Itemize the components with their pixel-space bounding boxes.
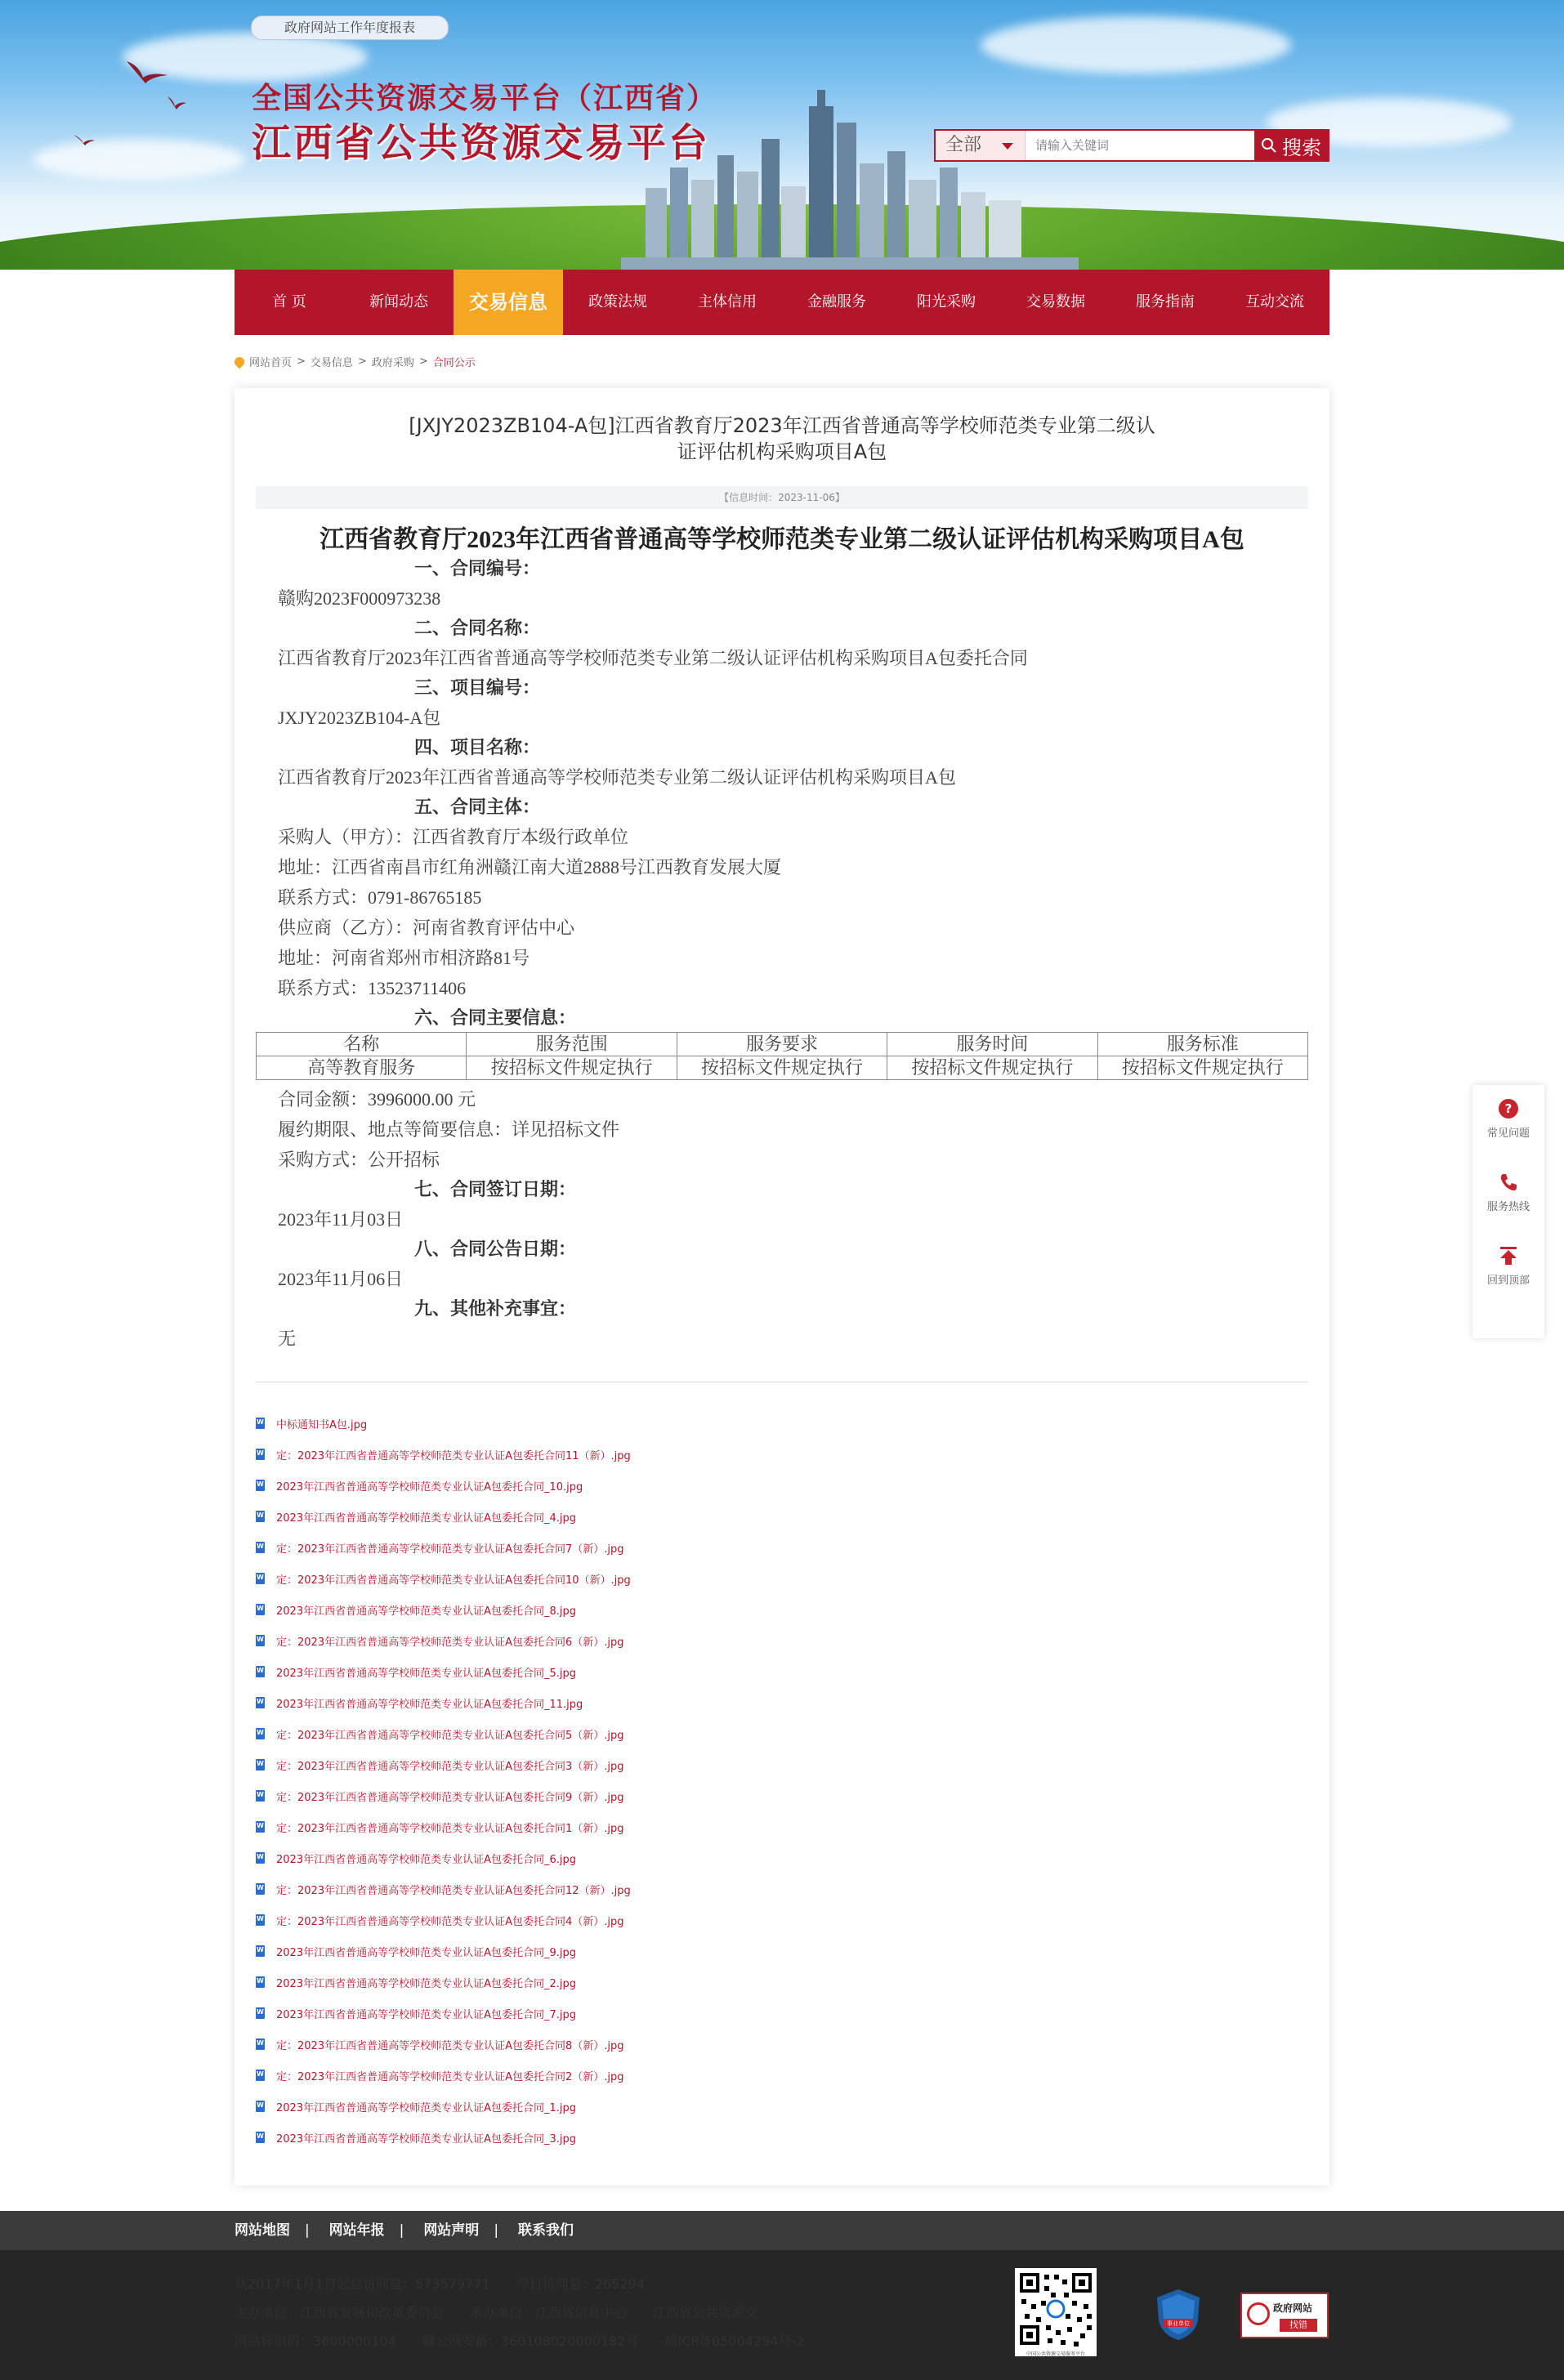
word-file-icon bbox=[256, 1759, 265, 1770]
attachment-link[interactable]: 2023年江西省普通高等学校师范类专业认证A包委托合同_4.jpg bbox=[276, 1512, 576, 1525]
gov-website-error-report-badge[interactable] bbox=[1240, 2293, 1329, 2338]
chevron-down-icon bbox=[1002, 143, 1013, 150]
supplier-info: 供应商（乙方）：河南省教育评估中心 bbox=[278, 918, 575, 938]
attachment-item[interactable] bbox=[256, 1439, 631, 1470]
buyer-info: 采购人（甲方）：江西省教育厅本级行政单位 bbox=[278, 827, 629, 847]
attachment-link[interactable]: 定：2023年江西省普通高等学校师范类专业认证A包委托合同6（新）.jpg bbox=[276, 1636, 624, 1649]
faq-label: 常见问题 bbox=[1486, 1127, 1530, 1140]
section-heading: 六、合同主要信息： bbox=[414, 1007, 577, 1028]
document-heading: 江西省教育厅2023年江西省普通高等学校师范类专业第二级认证评估机构采购项目A包 bbox=[320, 526, 1244, 553]
footer-link-sitemap[interactable]: 网站地图 bbox=[235, 2222, 290, 2239]
nav-item[interactable]: 政策法规 bbox=[588, 293, 647, 310]
attachment-item[interactable] bbox=[256, 1811, 631, 1842]
table-header-cell: 服务要求 bbox=[677, 1033, 887, 1056]
word-file-icon bbox=[256, 1821, 265, 1833]
table-header-row bbox=[257, 1033, 1308, 1056]
attachment-link[interactable]: 2023年江西省普通高等学校师范类专业认证A包委托合同_7.jpg bbox=[276, 2008, 576, 2021]
attachment-item[interactable] bbox=[256, 1904, 631, 1936]
word-file-icon bbox=[256, 1914, 265, 1926]
search-button-label: 搜索 bbox=[1282, 136, 1321, 159]
svg-text:?: ? bbox=[1504, 1101, 1513, 1116]
platform-title-provincial: 江西省公共资源交易平台 bbox=[252, 122, 711, 165]
faq-button[interactable] bbox=[1472, 1098, 1544, 1140]
attachment-link[interactable]: 2023年江西省普通高等学校师范类专业认证A包委托合同_5.jpg bbox=[276, 1667, 576, 1680]
nav-item[interactable]: 新闻动态 bbox=[369, 293, 428, 310]
supplier-address: 地址：河南省郑州市相济路81号 bbox=[278, 948, 530, 968]
site-id-text: 网站标识码：3600000104 赣公网安备：360108020000182号 赣ICP备05004294号-2 bbox=[235, 2333, 805, 2349]
attachment-link[interactable]: 2023年江西省普通高等学校师范类专业认证A包委托合同_2.jpg bbox=[276, 1977, 576, 1990]
word-file-icon bbox=[256, 2070, 265, 2081]
nav-item[interactable]: 金融服务 bbox=[807, 293, 866, 310]
attachment-item[interactable] bbox=[256, 1594, 631, 1625]
table-cell: 按招标文件规定执行 bbox=[887, 1056, 1097, 1080]
table-header-cell: 服务标准 bbox=[1097, 1033, 1307, 1056]
nav-item[interactable]: 主体信用 bbox=[698, 293, 757, 310]
other-matters: 无 bbox=[278, 1328, 297, 1349]
contract-amount: 合同金额：3996000.00 元 bbox=[278, 1089, 476, 1110]
article-card bbox=[235, 388, 1329, 2186]
badge-subtitle: 找错 bbox=[1280, 2319, 1317, 2332]
birds-illustration bbox=[65, 49, 229, 155]
attachment-item[interactable] bbox=[256, 2122, 631, 2153]
platform-title-national: 全国公共资源交易平台（江西省） bbox=[252, 82, 718, 114]
section-heading: 三、项目编号： bbox=[414, 677, 541, 698]
section-heading: 九、其他补充事宜： bbox=[414, 1298, 577, 1319]
attachment-item[interactable] bbox=[256, 1967, 631, 1998]
search-input[interactable] bbox=[1026, 131, 1254, 160]
attachment-link[interactable]: 2023年江西省普通高等学校师范类专业认证A包委托合同_6.jpg bbox=[276, 1853, 576, 1866]
attachment-link[interactable]: 中标通知书A包.jpg bbox=[276, 1418, 368, 1431]
table-cell: 高等教育服务 bbox=[257, 1056, 467, 1080]
breadcrumb-item-trade-info[interactable]: 交易信息 bbox=[310, 357, 353, 369]
table-cell: 按招标文件规定执行 bbox=[677, 1056, 887, 1080]
supplier-contact: 联系方式：13523711406 bbox=[278, 978, 467, 998]
main-nav bbox=[235, 270, 1329, 335]
hotline-label: 服务热线 bbox=[1486, 1201, 1530, 1213]
attachment-item[interactable] bbox=[256, 1718, 631, 1749]
attachment-link[interactable]: 定：2023年江西省普通高等学校师范类专业认证A包委托合同12（新）.jpg bbox=[276, 1884, 631, 1897]
attachment-item[interactable] bbox=[256, 1842, 631, 1873]
attachment-link[interactable]: 2023年江西省普通高等学校师范类专业认证A包委托合同_9.jpg bbox=[276, 1946, 576, 1959]
breadcrumb-separator: > bbox=[418, 355, 428, 368]
article-title-line1: [JXJY2023ZB104-A包]江西省教育厅2023年江西省普通高等学校师范类专业第二级认 bbox=[409, 414, 1155, 437]
attachment-link[interactable]: 2023年江西省普通高等学校师范类专业认证A包委托合同_10.jpg bbox=[276, 1480, 583, 1494]
word-file-icon bbox=[256, 2101, 265, 2112]
annual-report-link[interactable]: 政府网站工作年度报表 bbox=[251, 16, 449, 40]
attachment-link[interactable]: 定：2023年江西省普通高等学校师范类专业认证A包委托合同9（新）.jpg bbox=[276, 1791, 624, 1804]
attachment-link[interactable]: 2023年江西省普通高等学校师范类专业认证A包委托合同_8.jpg bbox=[276, 1605, 576, 1618]
word-file-icon bbox=[256, 2038, 265, 2050]
section-heading: 四、项目名称： bbox=[414, 737, 541, 757]
search-bar bbox=[934, 129, 1329, 162]
attachment-link[interactable]: 定：2023年江西省普通高等学校师范类专业认证A包委托合同8（新）.jpg bbox=[276, 2039, 624, 2052]
arrow-up-icon bbox=[1498, 1245, 1519, 1266]
buyer-address: 地址：江西省南昌市红角洲赣江南大道2888号江西教育发展大厦 bbox=[278, 857, 782, 877]
word-file-icon bbox=[256, 1852, 265, 1864]
word-file-icon bbox=[256, 1728, 265, 1739]
attachment-item[interactable] bbox=[256, 1408, 631, 1439]
section-heading: 一、合同编号： bbox=[414, 558, 541, 578]
breadcrumb-item-gov-purchase[interactable]: 政府采购 bbox=[371, 357, 414, 369]
nav-item[interactable]: 阳光采购 bbox=[917, 293, 976, 310]
attachment-item[interactable] bbox=[256, 1998, 631, 2029]
attachment-item[interactable] bbox=[256, 1470, 631, 1501]
attachment-item[interactable] bbox=[256, 1532, 631, 1563]
section-heading: 七、合同签订日期： bbox=[414, 1179, 577, 1199]
info-time-bar: 【信息时间：2023-11-06】 bbox=[256, 486, 1308, 509]
article-title-line2: 证评估机构采购项目A包 bbox=[677, 440, 887, 463]
word-file-icon bbox=[256, 1573, 265, 1584]
section-heading: 二、合同名称： bbox=[414, 618, 541, 638]
nav-item[interactable]: 首 页 bbox=[272, 293, 306, 310]
attachment-item[interactable] bbox=[256, 1625, 631, 1656]
project-name: 江西省教育厅2023年江西省普通高等学校师范类专业第二级认证评估机构采购项目A包 bbox=[278, 767, 956, 788]
word-file-icon bbox=[256, 1418, 265, 1429]
table-header-cell: 服务范围 bbox=[467, 1033, 677, 1056]
word-file-icon bbox=[256, 1790, 265, 1802]
attachment-item[interactable] bbox=[256, 1936, 631, 1967]
word-file-icon bbox=[256, 1697, 265, 1708]
word-file-icon bbox=[256, 1976, 265, 1988]
attachment-link[interactable]: 定：2023年江西省普通高等学校师范类专业认证A包委托合同5（新）.jpg bbox=[276, 1729, 624, 1742]
word-file-icon bbox=[256, 2132, 265, 2143]
word-file-icon bbox=[256, 1945, 265, 1957]
back-to-top-button[interactable] bbox=[1472, 1245, 1544, 1287]
nav-item[interactable]: 服务指南 bbox=[1136, 293, 1195, 310]
breadcrumb-current: 合同公示 bbox=[432, 357, 476, 369]
attachment-item[interactable] bbox=[256, 1873, 631, 1904]
footer-link-annual-report[interactable]: 网站年报 bbox=[328, 2222, 385, 2239]
article-title bbox=[235, 413, 1329, 465]
attachment-item[interactable] bbox=[256, 1749, 631, 1780]
location-pin-icon bbox=[233, 355, 247, 368]
word-file-icon bbox=[256, 1883, 265, 1895]
attachment-link[interactable]: 定：2023年江西省普通高等学校师范类专业认证A包委托合同7（新）.jpg bbox=[276, 1543, 624, 1556]
search-category-select[interactable] bbox=[936, 131, 1026, 160]
attachment-item[interactable] bbox=[256, 2029, 631, 2060]
side-float-toolbar bbox=[1472, 1085, 1544, 1338]
section-heading: 八、合同公告日期： bbox=[414, 1239, 577, 1259]
badge-title: 政府网站 bbox=[1273, 2302, 1313, 2314]
attachment-item[interactable] bbox=[256, 1687, 631, 1718]
attachment-link[interactable]: 定：2023年江西省普通高等学校师范类专业认证A包委托合同3（新）.jpg bbox=[276, 1760, 624, 1773]
footer-link-statement[interactable]: 网站声明 bbox=[423, 2222, 480, 2239]
search-button[interactable] bbox=[1254, 131, 1328, 160]
table-cell: 按招标文件规定执行 bbox=[1097, 1056, 1307, 1080]
buyer-contact: 联系方式：0791-86765185 bbox=[278, 887, 482, 908]
footer-link-contact[interactable]: 联系我们 bbox=[517, 2222, 574, 2239]
nav-item[interactable]: 交易信息 bbox=[454, 270, 563, 335]
attachment-link[interactable]: 定：2023年江西省普通高等学校师范类专业认证A包委托合同2（新）.jpg bbox=[276, 2070, 624, 2083]
attachment-link[interactable]: 2023年江西省普通高等学校师范类专业认证A包委托合同_3.jpg bbox=[276, 2132, 576, 2146]
attachment-list bbox=[256, 1408, 631, 2153]
magnifier-icon bbox=[1247, 2302, 1270, 2325]
table-header-cell: 名称 bbox=[257, 1033, 467, 1056]
word-file-icon bbox=[256, 1666, 265, 1677]
attachment-item[interactable] bbox=[256, 1563, 631, 1594]
contract-number: 赣购2023F000973238 bbox=[278, 588, 441, 609]
search-category-value: 全部 bbox=[945, 135, 982, 155]
qr-code bbox=[1015, 2268, 1097, 2356]
table-row bbox=[257, 1056, 1308, 1080]
qr-code-image bbox=[1015, 2268, 1097, 2350]
question-icon bbox=[1498, 1098, 1519, 1119]
nav-item[interactable]: 互动交流 bbox=[1245, 293, 1304, 310]
breadcrumb bbox=[235, 354, 476, 369]
sponsor-text: 主办单位：江西省发展和改革委员会 承办单位：江西省信息中心 江西省公共资源交 bbox=[235, 2305, 758, 2320]
attachment-item[interactable] bbox=[256, 1501, 631, 1532]
table-header-cell: 服务时间 bbox=[887, 1033, 1097, 1056]
attachment-link[interactable]: 定：2023年江西省普通高等学校师范类专业认证A包委托合同11（新）.jpg bbox=[276, 1449, 631, 1462]
word-file-icon bbox=[256, 1635, 265, 1646]
section-heading: 五、合同主体： bbox=[414, 797, 541, 817]
qr-caption: 中国公共资源交易服务平台 bbox=[1026, 2351, 1085, 2357]
project-number: JXJY2023ZB104-A包 bbox=[278, 708, 441, 728]
table-cell: 按招标文件规定执行 bbox=[467, 1056, 677, 1080]
word-file-icon bbox=[256, 1511, 265, 1522]
attachment-link[interactable]: 2023年江西省普通高等学校师范类专业认证A包委托合同_11.jpg bbox=[276, 1698, 583, 1711]
publish-date: 2023年11月06日 bbox=[278, 1269, 404, 1289]
attachment-item[interactable] bbox=[256, 1780, 631, 1811]
hotline-button[interactable] bbox=[1472, 1172, 1544, 1213]
attachment-link[interactable]: 定：2023年江西省普通高等学校师范类专业认证A包委托合同1（新）.jpg bbox=[276, 1822, 624, 1835]
header-banner bbox=[0, 0, 1564, 270]
word-file-icon bbox=[256, 1449, 265, 1460]
contract-period: 履约期限、地点等简要信息：详见招标文件 bbox=[278, 1119, 620, 1140]
badge-text: 事业单位 bbox=[1167, 2320, 1190, 2327]
public-institution-badge[interactable] bbox=[1154, 2288, 1203, 2342]
breadcrumb-separator: > bbox=[357, 355, 367, 368]
visit-count-text: 从2017年1月1日起总访问量：573579771 今日访问量：265294 bbox=[235, 2276, 645, 2292]
attachment-link[interactable]: 2023年江西省普通高等学校师范类专业认证A包委托合同_1.jpg bbox=[276, 2101, 576, 2114]
attachment-item[interactable] bbox=[256, 2060, 631, 2091]
contract-name: 江西省教育厅2023年江西省普通高等学校师范类专业第二级认证评估机构采购项目A包委托合同 bbox=[278, 648, 1028, 668]
search-icon bbox=[1261, 137, 1277, 154]
attachment-link[interactable]: 定：2023年江西省普通高等学校师范类专业认证A包委托合同4（新）.jpg bbox=[276, 1915, 624, 1928]
contract-info-table bbox=[256, 1032, 1308, 1080]
nav-item[interactable]: 交易数据 bbox=[1026, 293, 1085, 310]
word-file-icon bbox=[256, 1480, 265, 1491]
sign-date: 2023年11月03日 bbox=[278, 1209, 404, 1230]
word-file-icon bbox=[256, 2007, 265, 2019]
word-file-icon bbox=[256, 1604, 265, 1615]
attachment-item[interactable] bbox=[256, 2091, 631, 2122]
breadcrumb-separator: > bbox=[297, 355, 306, 368]
word-file-icon bbox=[256, 1542, 265, 1553]
breadcrumb-item-home[interactable]: 网站首页 bbox=[249, 357, 293, 369]
back-to-top-label: 回到顶部 bbox=[1486, 1275, 1530, 1287]
purchase-method: 采购方式：公开招标 bbox=[278, 1150, 440, 1170]
phone-icon bbox=[1498, 1172, 1519, 1193]
footer-links-bar: 网站地图 | 网站年报 | 网站声明 | 联系我们 bbox=[0, 2211, 1564, 2250]
attachment-link[interactable]: 定：2023年江西省普通高等学校师范类专业认证A包委托合同10（新）.jpg bbox=[276, 1574, 631, 1587]
attachment-item[interactable] bbox=[256, 1656, 631, 1687]
